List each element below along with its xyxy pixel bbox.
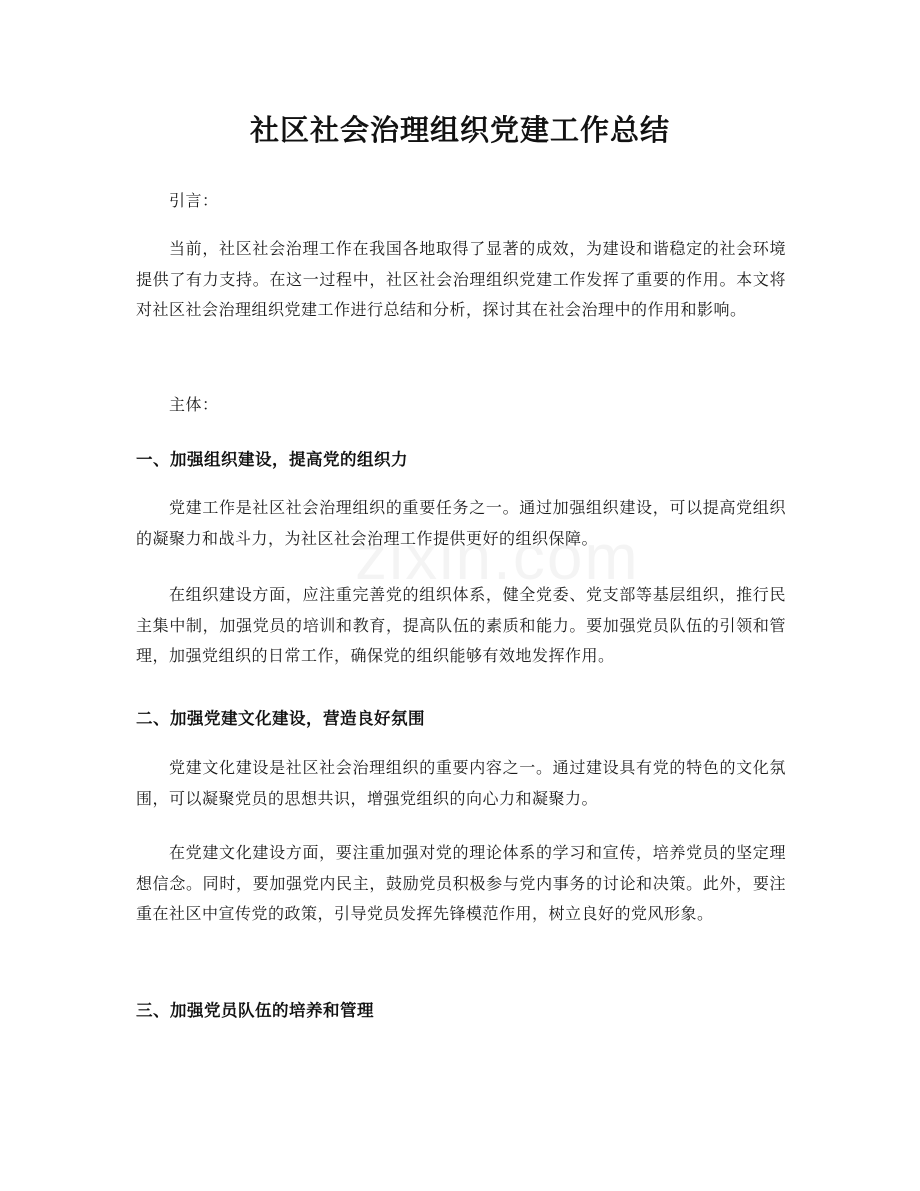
section-heading-3: 三、加强党员队伍的培养和管理 (136, 1001, 374, 1020)
section-2-paragraph-2: 在党建文化建设方面，要注重加强对党的理论体系的学习和宣传，培养党员的坚定理想信念。同时，要加强党内民主，鼓励党员积极参与党内事务的讨论和决策。此外，要注重在社区中宣传党的政策，引导党员发挥先锋模范作用，树立良好的党风形象。 (136, 843, 786, 923)
section-heading-2: 二、加强党建文化建设，营造良好氛围 (136, 709, 425, 728)
section-1-paragraph-1: 党建工作是社区社会治理组织的重要任务之一。通过加强组织建设，可以提高党组织的凝聚力和战斗力，为社区社会治理工作提供更好的组织保障。 (136, 498, 786, 548)
intro-paragraph: 当前，社区社会治理工作在我国各地取得了显著的成效，为建设和谐稳定的社会环境提供了有力支持。在这一过程中，社区社会治理组织党建工作发挥了重要的作用。本文将对社区社会治理组织党建工作进行总结和分析，探讨其在社会治理中的作用和影响。 (136, 239, 786, 319)
section-1-paragraph-2: 在组织建设方面，应注重完善党的组织体系，健全党委、党支部等基层组织，推行民主集中制，加强党员的培训和教育，提高队伍的素质和能力。要加强党员队伍的引领和管理，加强党组织的日常工作，确保党的组织能够有效地发挥作用。 (136, 585, 786, 665)
page-title: 社区社会治理组织党建工作总结 (249, 113, 670, 147)
intro-label: 引言： (169, 191, 219, 210)
body-label: 主体： (169, 395, 219, 414)
section-2-paragraph-1: 党建文化建设是社区社会治理组织的重要内容之一。通过建设具有党的特色的文化氛围，可以凝聚党员的思想共识，增强党组织的向心力和凝聚力。 (136, 758, 786, 808)
section-heading-1: 一、加强组织建设，提高党的组织力 (136, 450, 408, 469)
